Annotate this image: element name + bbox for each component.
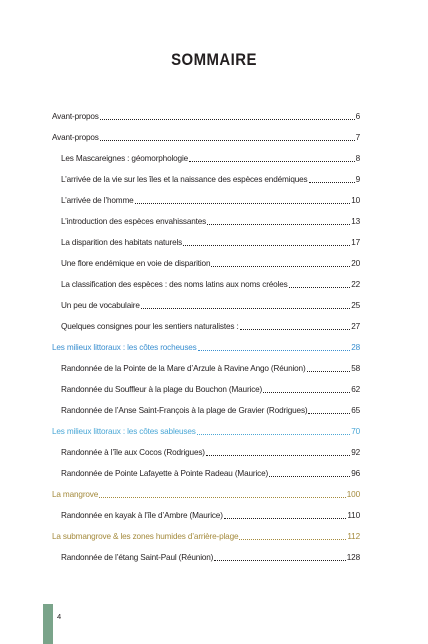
toc-entry-page: 27: [351, 322, 360, 331]
toc-entry-label: Randonnée de la Pointe de la Mare d’Arzule à Ravine Ango (Réunion): [61, 364, 306, 373]
toc-dot-leader: [135, 203, 351, 204]
toc-entry-label: La mangrove: [52, 490, 99, 499]
toc-entry-label: L’arrivée de la vie sur les îles et la naissance des espèces endémiques: [61, 175, 308, 184]
toc-dot-leader: [183, 245, 350, 246]
toc-entry[interactable]: [61, 363, 360, 375]
toc-entry-page: 22: [351, 280, 360, 289]
toc-entry-page: 70: [351, 427, 360, 436]
toc-dot-leader: [289, 287, 351, 288]
toc-entry-label: L’arrivée de l’homme: [61, 196, 134, 205]
toc-entry[interactable]: [52, 342, 360, 354]
toc-entry-page: 110: [347, 511, 360, 520]
toc-dot-leader: [100, 119, 355, 120]
toc-dot-leader: [211, 266, 350, 267]
toc-entry-label: La classification des espèces : des noms latins aux noms créoles: [61, 280, 288, 289]
toc-entry-page: 13: [351, 217, 360, 226]
page-title: SOMMAIRE: [171, 50, 257, 69]
toc-entry[interactable]: [61, 447, 360, 459]
toc-entry-page: 65: [351, 406, 360, 415]
toc-entry-label: Quelques consignes pour les sentiers naturalistes :: [61, 322, 239, 331]
toc-dot-leader: [308, 413, 350, 414]
page-number: 4: [57, 612, 62, 621]
toc-dot-leader: [197, 434, 350, 435]
toc-entry-label: L’introduction des espèces envahissantes: [61, 217, 207, 226]
footer-color-bar: [43, 604, 53, 644]
toc-entry[interactable]: [61, 384, 360, 396]
toc-dot-leader: [263, 392, 350, 393]
toc-entry[interactable]: [61, 510, 360, 522]
toc-entry[interactable]: [52, 426, 360, 438]
toc-dot-leader: [307, 371, 351, 372]
toc-dot-leader: [269, 476, 350, 477]
toc-entry-label: Les milieux littoraux : les côtes rocheuses: [52, 343, 197, 352]
toc-dot-leader: [240, 329, 351, 330]
toc-entry-label: Randonnée à l’île aux Cocos (Rodrigues): [61, 448, 205, 457]
toc-entry-page: 20: [351, 259, 360, 268]
toc-entry-label: Randonnée de l’étang Saint-Paul (Réunion): [61, 553, 214, 562]
toc-dot-leader: [189, 161, 355, 162]
toc-entry-page: 6: [355, 112, 360, 121]
toc-dot-leader: [214, 560, 346, 561]
toc-entry[interactable]: [61, 195, 360, 207]
toc-entry-label: Une flore endémique en voie de disparition: [61, 259, 211, 268]
toc-dot-leader: [309, 182, 355, 183]
toc-entry[interactable]: [61, 321, 360, 333]
toc-entry[interactable]: [61, 405, 360, 417]
toc-dot-leader: [206, 455, 350, 456]
toc-dot-leader: [224, 518, 347, 519]
toc-entry-label: La disparition des habitats naturels: [61, 238, 183, 247]
toc-entry-page: 7: [355, 133, 360, 142]
toc-entry-label: Les Mascareignes : géomorphologie: [61, 154, 189, 163]
toc-entry-page: 9: [355, 175, 360, 184]
toc-entry-label: Randonnée du Souffleur à la plage du Bouchon (Maurice): [61, 385, 263, 394]
toc-entry[interactable]: [61, 174, 360, 186]
toc-entry-page: 17: [351, 238, 360, 247]
toc-entry-page: 58: [351, 364, 360, 373]
toc-entry-page: 112: [347, 532, 360, 541]
toc-entry-label: Randonnée de l’Anse Saint-François à la plage de Gravier (Rodrigues): [61, 406, 308, 415]
toc-dot-leader: [141, 308, 350, 309]
toc-entry[interactable]: [61, 552, 360, 564]
toc-entry-label: Randonnée en kayak à l’île d’Ambre (Maurice): [61, 511, 223, 520]
toc-entry[interactable]: [52, 132, 360, 144]
toc-entry[interactable]: [61, 237, 360, 249]
toc-entry-page: 8: [355, 154, 360, 163]
toc-entry[interactable]: [61, 300, 360, 312]
toc-dot-leader: [198, 350, 351, 351]
toc-entry[interactable]: [52, 531, 360, 543]
toc-entry-page: 96: [351, 469, 360, 478]
toc-entry-page: 128: [346, 553, 360, 562]
toc-entry-page: 92: [351, 448, 360, 457]
toc-entry[interactable]: [61, 153, 360, 165]
toc-dot-leader: [207, 224, 350, 225]
toc-entry[interactable]: [61, 279, 360, 291]
toc-entry[interactable]: [52, 489, 360, 501]
toc-dot-leader: [100, 140, 355, 141]
toc-entry-label: Avant-propos: [52, 112, 99, 121]
toc-entry[interactable]: [52, 111, 360, 123]
toc-entry-page: 100: [346, 490, 360, 499]
toc-entry-page: 10: [351, 196, 360, 205]
toc-entry-label: Avant-propos: [52, 133, 99, 142]
toc-entry[interactable]: [61, 216, 360, 228]
toc-entry-page: 28: [351, 343, 360, 352]
toc-dot-leader: [99, 497, 346, 498]
toc-entry-label: La submangrove & les zones humides d’arrière-plage: [52, 532, 239, 541]
toc-entry-label: Les milieux littoraux : les côtes sableuses: [52, 427, 196, 436]
toc-entry-label: Un peu de vocabulaire: [61, 301, 140, 310]
toc-entry-label: Randonnée de Pointe Lafayette à Pointe Radeau (Maurice): [61, 469, 269, 478]
toc-entry-page: 62: [351, 385, 360, 394]
toc-entry[interactable]: [61, 468, 360, 480]
toc-entry[interactable]: [61, 258, 360, 270]
toc-dot-leader: [239, 539, 346, 540]
toc-entry-page: 25: [351, 301, 360, 310]
